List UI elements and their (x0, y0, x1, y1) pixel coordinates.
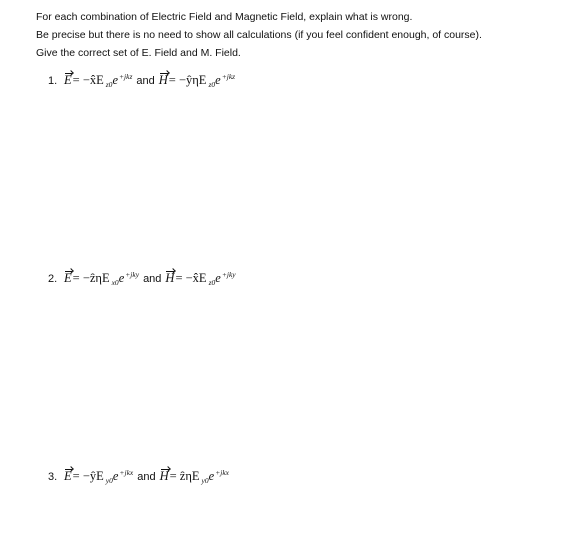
problem-2 (48, 270, 236, 287)
problem-1 (48, 72, 235, 89)
exponent: +jky (125, 270, 140, 279)
magnetic-field-symbol: H (158, 73, 168, 87)
magnetic-field-symbol: H (159, 469, 169, 483)
magnetic-field-expression (159, 72, 235, 89)
problem-number: 3. (48, 471, 58, 483)
exponential-base: e (112, 73, 118, 87)
exponential-base: e (215, 73, 221, 87)
electric-field-expression (64, 468, 133, 485)
connector-and: and (136, 75, 155, 87)
electric-field-symbol: E (64, 271, 72, 285)
exponential-base: e (118, 271, 125, 285)
exponent: +jkz (119, 72, 133, 81)
equation-rhs: = −ẑηE (72, 271, 110, 285)
equation-rhs: = ẑηE (169, 469, 200, 483)
connector-and: and (137, 471, 156, 483)
electric-field-expression (64, 270, 139, 287)
subscript: z0 (105, 80, 113, 89)
subscript: y0 (201, 476, 209, 485)
subscript: z0 (208, 80, 216, 89)
magnetic-field-expression (160, 468, 229, 485)
subscript: x0 (111, 278, 119, 287)
instruction-line-3: Give the correct set of E. Field and M. Field. (36, 47, 241, 59)
subscript: y0 (105, 476, 113, 485)
electric-field-expression (64, 72, 132, 89)
electric-field-symbol: E (64, 73, 72, 87)
exponential-base: e (112, 469, 119, 483)
connector-and: and (143, 273, 162, 285)
exponent: +jky (221, 270, 236, 279)
exponent: +jkz (221, 72, 236, 81)
exponent: +jkx (215, 468, 229, 477)
exponential-base: e (215, 271, 221, 285)
subscript: z0 (208, 278, 216, 287)
equation-rhs: = −x̂E (72, 73, 104, 87)
instruction-line-1: For each combination of Electric Field and Magnetic Field, explain what is wrong. (36, 11, 413, 23)
problem-3 (48, 468, 229, 485)
magnetic-field-symbol: H (165, 271, 175, 285)
instructions (36, 8, 556, 62)
magnetic-field-expression (165, 270, 235, 287)
problem-number: 2. (48, 273, 58, 285)
electric-field-symbol: E (64, 469, 72, 483)
equation-rhs: = −ŷE (72, 469, 104, 483)
instruction-line-2: Be precise but there is no need to show all calculations (if you feel confident enough, of course). (36, 29, 482, 41)
equation-rhs: = −ŷηE (168, 73, 207, 87)
equation-rhs: = −x̂E (175, 271, 207, 285)
problem-number: 1. (48, 75, 58, 87)
exponential-base: e (208, 469, 215, 483)
exponent: +jkx (119, 468, 134, 477)
